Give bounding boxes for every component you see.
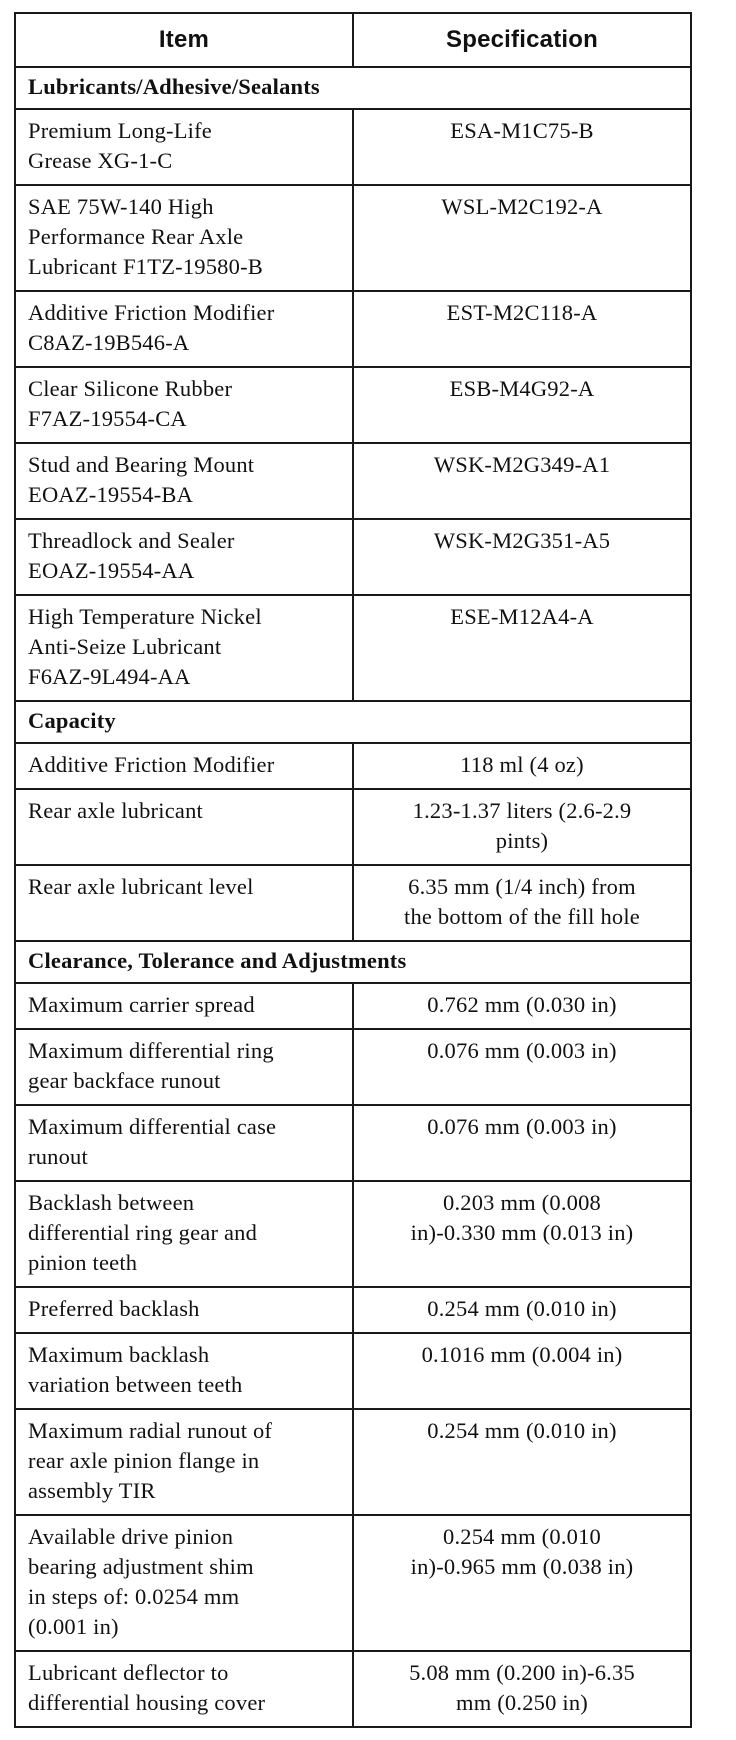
specification-cell: 118 ml (4 oz) [353,743,691,789]
item-cell: Maximum differential case runout [15,1105,353,1181]
table-row [15,743,691,789]
specification-cell: WSK-M2G349-A1 [353,443,691,519]
table-row [15,865,691,941]
item-cell: Maximum differential ring gear backface runout [15,1029,353,1105]
specification-cell: WSL-M2C192-A [353,185,691,291]
table-row [15,109,691,185]
table-row [15,1287,691,1333]
section-title: Lubricants/Adhesive/Sealants [15,67,691,109]
table-row [15,1029,691,1105]
item-cell: Rear axle lubricant [15,789,353,865]
specification-cell: 0.203 mm (0.008 in)-0.330 mm (0.013 in) [353,1181,691,1287]
table-row [15,1651,691,1727]
specification-cell: 0.762 mm (0.030 in) [353,983,691,1029]
specification-cell: 0.076 mm (0.003 in) [353,1105,691,1181]
specification-cell: ESB-M4G92-A [353,367,691,443]
item-cell: SAE 75W-140 High Performance Rear Axle Lubricant F1TZ-19580-B [15,185,353,291]
section-title: Clearance, Tolerance and Adjustments [15,941,691,983]
specification-cell: 5.08 mm (0.200 in)-6.35 mm (0.250 in) [353,1651,691,1727]
table-row [15,1181,691,1287]
specification-cell: 0.076 mm (0.003 in) [353,1029,691,1105]
item-cell: Available drive pinion bearing adjustment shim in steps of: 0.0254 mm (0.001 in) [15,1515,353,1651]
table-row [15,443,691,519]
table-row [15,185,691,291]
item-cell: Clear Silicone Rubber F7AZ-19554-CA [15,367,353,443]
specification-cell: 0.1016 mm (0.004 in) [353,1333,691,1409]
specification-cell: 0.254 mm (0.010 in)-0.965 mm (0.038 in) [353,1515,691,1651]
specification-cell: 1.23-1.37 liters (2.6-2.9 pints) [353,789,691,865]
table-header-row [15,13,691,67]
item-cell: Lubricant deflector to differential housing cover [15,1651,353,1727]
item-cell: Additive Friction Modifier C8AZ-19B546-A [15,291,353,367]
item-cell: High Temperature Nickel Anti-Seize Lubricant F6AZ-9L494-AA [15,595,353,701]
table-row [15,367,691,443]
item-cell: Maximum carrier spread [15,983,353,1029]
specification-cell: 6.35 mm (1/4 inch) from the bottom of the fill hole [353,865,691,941]
specification-cell: EST-M2C118-A [353,291,691,367]
specification-cell: WSK-M2G351-A5 [353,519,691,595]
section-header-row [15,67,691,109]
table-row [15,291,691,367]
item-cell: Stud and Bearing Mount EOAZ-19554-BA [15,443,353,519]
table-body [15,67,691,1727]
table-row [15,789,691,865]
specification-cell: 0.254 mm (0.010 in) [353,1409,691,1515]
table-row [15,519,691,595]
item-cell: Rear axle lubricant level [15,865,353,941]
table-row [15,1409,691,1515]
item-cell: Maximum backlash variation between teeth [15,1333,353,1409]
item-cell: Threadlock and Sealer EOAZ-19554-AA [15,519,353,595]
item-cell: Backlash between differential ring gear and pinion teeth [15,1181,353,1287]
table-row [15,1333,691,1409]
item-cell: Premium Long-Life Grease XG-1-C [15,109,353,185]
specification-cell: ESA-M1C75-B [353,109,691,185]
section-title: Capacity [15,701,691,743]
section-header-row [15,701,691,743]
specification-cell: 0.254 mm (0.010 in) [353,1287,691,1333]
table-row [15,1105,691,1181]
item-cell: Additive Friction Modifier [15,743,353,789]
specification-cell: ESE-M12A4-A [353,595,691,701]
table-row [15,983,691,1029]
table-row [15,595,691,701]
column-header-item: Item [15,13,353,67]
specification-table [14,12,692,1728]
item-cell: Preferred backlash [15,1287,353,1333]
column-header-specification: Specification [353,13,691,67]
section-header-row [15,941,691,983]
table-row [15,1515,691,1651]
item-cell: Maximum radial runout of rear axle pinion flange in assembly TIR [15,1409,353,1515]
